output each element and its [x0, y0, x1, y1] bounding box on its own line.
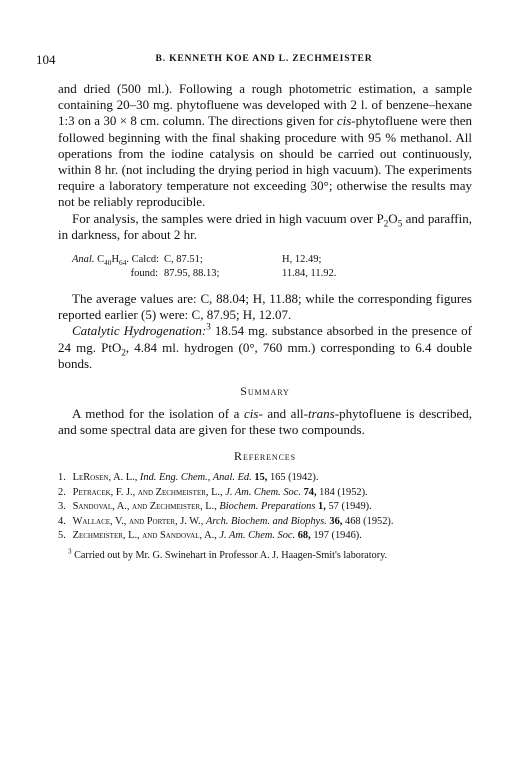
paragraph-text: 18.54 mg. substance absorbed in the presence of 24 mg. PtO — [58, 323, 473, 355]
paragraph-text: -phytofluene is described, and some spectral data are given for these two compounds. — [58, 406, 473, 438]
reference-number: 3. — [58, 501, 66, 513]
reference-pages: 468 (1952). — [345, 515, 394, 527]
subscript: 2 — [121, 347, 126, 358]
italic-cis: cis — [244, 406, 259, 422]
reference-pages: 184 (1952). — [319, 486, 368, 498]
analysis-calcd-row — [58, 253, 472, 267]
subscript: 64 — [119, 258, 127, 268]
reference-authors: Wallace, V., and Porter, J. W., — [72, 515, 204, 527]
reference-volume: 68, — [297, 530, 311, 542]
formula-text: H — [111, 254, 120, 266]
found-label: found: — [130, 268, 158, 280]
analysis-found-row — [58, 267, 472, 281]
reference-authors: Petracek, F. J., and Zechmeister, L., — [72, 486, 223, 498]
paragraph-text: , 4.84 ml. hydrogen (0°, 760 mm.) corresponding to 6.4 double bonds. — [58, 339, 472, 371]
paragraph-drying — [58, 211, 472, 243]
reference-item — [58, 486, 472, 500]
reference-item — [58, 471, 472, 485]
italic-cis: cis — [336, 113, 352, 129]
reference-number: 5. — [58, 530, 66, 542]
reference-journal: J. Am. Chem. Soc. — [225, 486, 301, 498]
paragraph-text: A method for the isolation of a — [72, 406, 244, 422]
reference-authors: Zechmeister, L., and Sandoval, A., — [72, 530, 217, 542]
reference-journal: J. Am. Chem. Soc. — [219, 530, 296, 542]
reference-item — [58, 500, 472, 514]
reference-volume: 36, — [329, 515, 343, 527]
calcd-carbon: C, 87.51; — [164, 254, 203, 266]
found-hydrogen: 11.84, 11.92. — [282, 268, 337, 280]
reference-pages: 57 (1949). — [328, 501, 372, 513]
subscript: 40 — [104, 258, 112, 268]
reference-volume: 74, — [303, 486, 317, 498]
footnote-ref: 3 — [206, 322, 211, 333]
paragraph-procedure — [58, 81, 472, 211]
subscript: 5 — [397, 218, 403, 229]
running-head: B. KENNETH KOE AND L. ZECHMEISTER — [155, 53, 373, 64]
paragraph-average: The average values are: C, 88.04; H, 11.88; while the corresponding figures reported earlier (5) were: C, 87.95; H, 12.07. — [58, 291, 472, 323]
found-carbon: 87.95, 88.13; — [164, 268, 220, 280]
reference-number: 1. — [58, 472, 66, 484]
paragraph-text: For analysis, the samples were dried in high vacuum over P — [72, 210, 384, 226]
reference-number: 4. — [58, 515, 66, 527]
reference-number: 2. — [58, 486, 66, 498]
reference-pages: 165 (1942). — [269, 472, 319, 484]
paragraph-hydrogenation — [58, 323, 472, 372]
paragraph-text: and dried (500 ml.). Following a rough photometric estimation, a sample containing 20–30 mg. phytofluene was developed with 2 l. of benzene–hexane 1:3 on a 30 × 8 cm. column. The directions given for — [58, 81, 472, 129]
page-number: 104 — [36, 52, 56, 67]
paragraph-text: - and all- — [258, 406, 308, 422]
formula-text: C — [94, 254, 105, 266]
footnote-mark: 3 — [68, 548, 72, 557]
reference-item — [58, 529, 472, 543]
reference-authors: Sandoval, A., and Zechmeister, L., — [72, 501, 217, 513]
italic-trans: trans — [308, 406, 335, 422]
summary-heading: Summary — [240, 384, 290, 399]
reference-item — [58, 515, 472, 529]
reference-journal: Biochem. Preparations — [219, 501, 316, 513]
paragraph-text: and paraffin, in darkness, for about 2 hr. — [58, 210, 472, 242]
reference-authors: LeRosen, A. L., — [72, 472, 138, 484]
elemental-analysis — [58, 253, 472, 281]
reference-list — [58, 471, 472, 543]
references-heading: References — [234, 449, 296, 464]
anal-label: Anal. — [72, 254, 95, 266]
footnote-text: Carried out by Mr. G. Swinehart in Professor A. J. Haagen-Smit's laboratory. — [71, 550, 388, 562]
reference-journal: Ind. Eng. Chem., Anal. Ed. — [139, 472, 252, 484]
reference-volume: 1, — [318, 501, 326, 513]
reference-journal: Arch. Biochem. and Biophys. — [205, 515, 327, 527]
subscript: 2 — [383, 218, 389, 229]
article-body — [58, 81, 472, 561]
summary-paragraph — [58, 406, 472, 438]
calcd-label: . Calcd: — [126, 254, 160, 266]
paragraph-text: -phytofluene were then followed beginning with the final shaking procedure with 95 % methanol. All operations from the iodine catalysis on should be carried out continuously, within 8 hr. (not including the drying period in high vacuum). The experiments require a laboratory temperature not exceeding 30°; otherwise the results may not be reliably reproducible. — [58, 113, 473, 210]
reference-volume: 15, — [254, 472, 268, 484]
calcd-hydrogen: H, 12.49; — [282, 254, 322, 266]
paragraph-text: O — [388, 210, 398, 226]
footnote — [58, 550, 472, 561]
italic-heading: Catalytic Hydrogenation: — [72, 323, 207, 339]
reference-pages: 197 (1946). — [313, 530, 362, 542]
page-header — [36, 52, 492, 68]
